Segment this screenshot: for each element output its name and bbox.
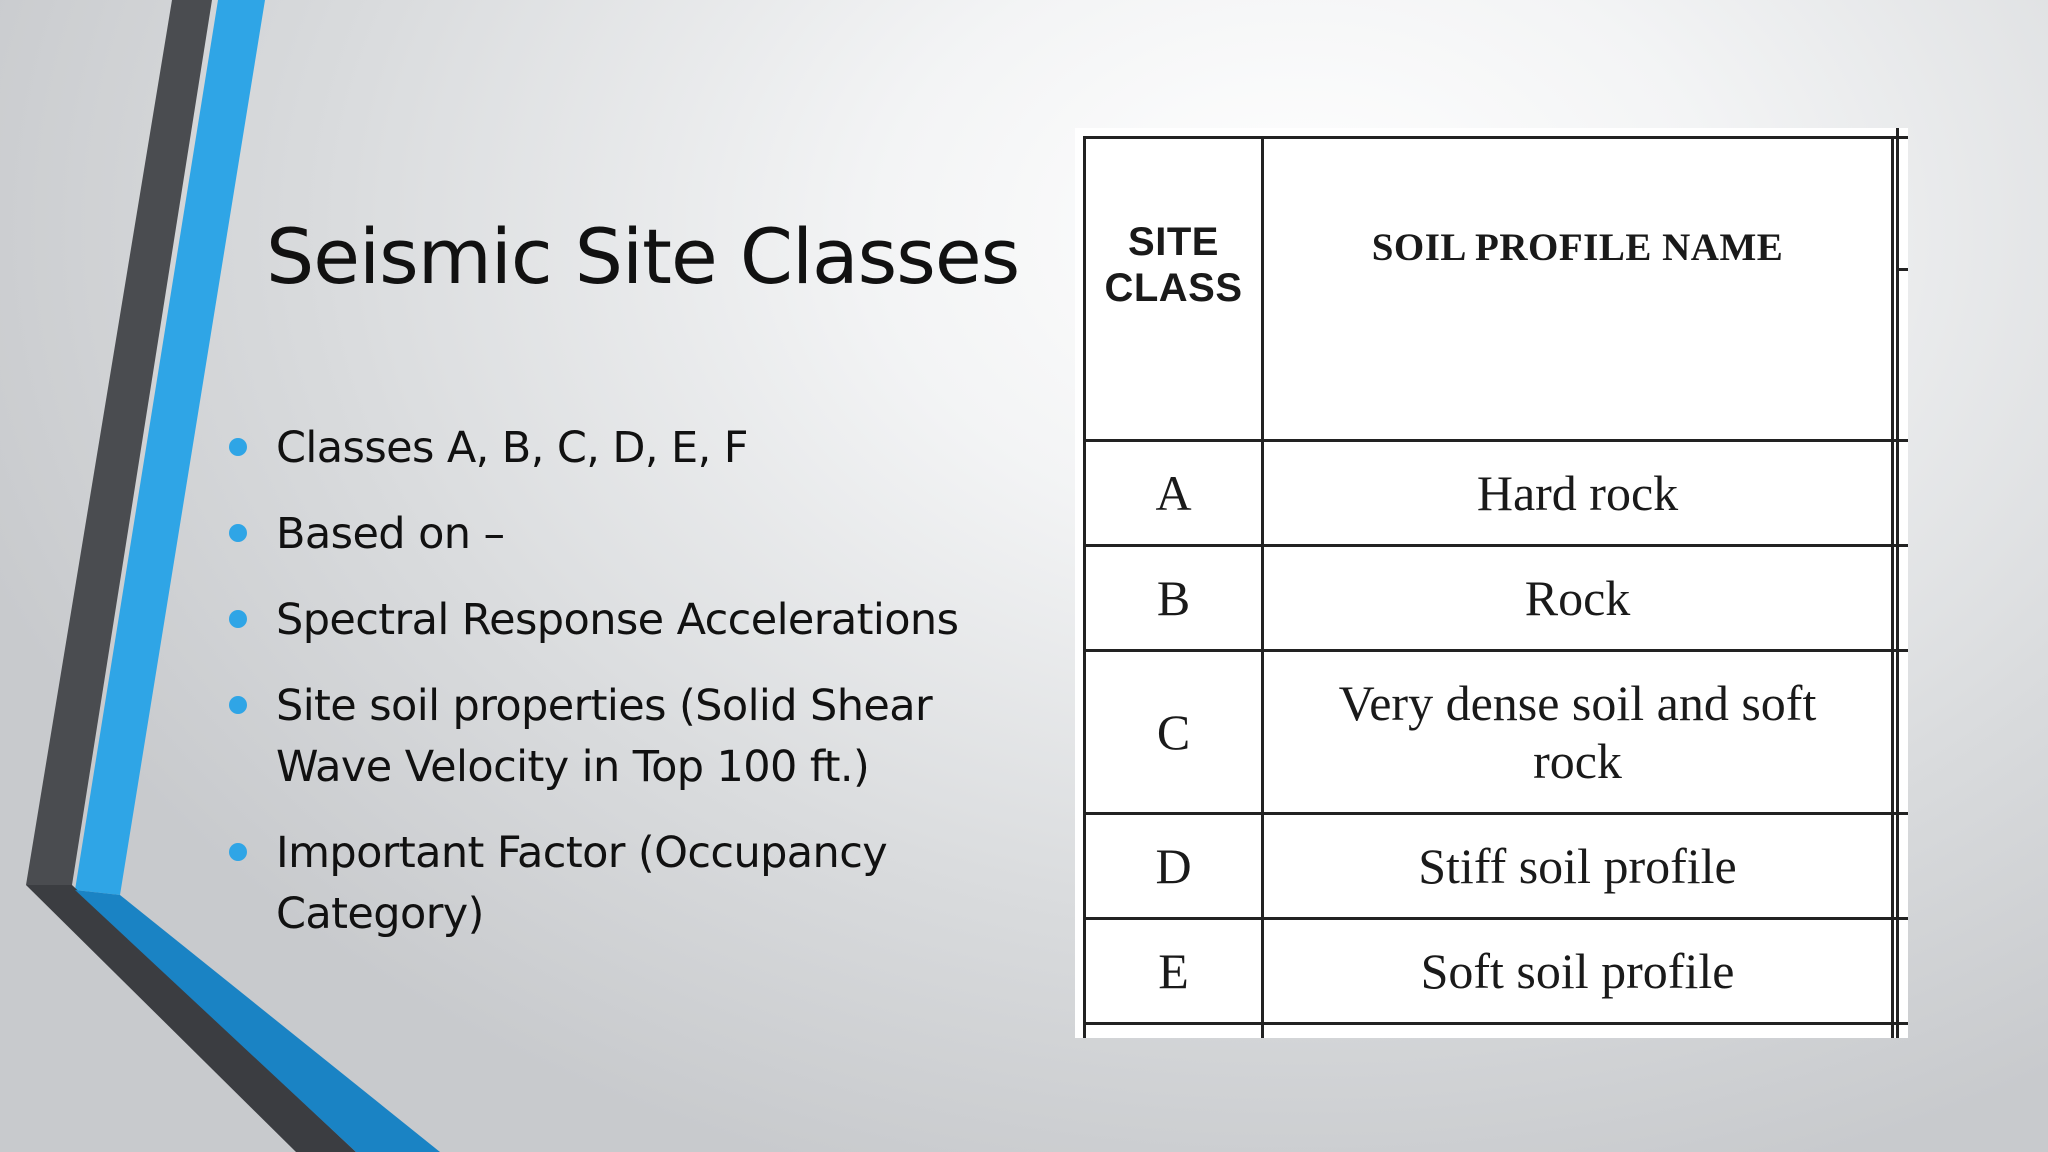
bullet-item: [276, 504, 1036, 565]
bullet-dot-icon: [229, 610, 247, 628]
bullet-text: Important Factor (Occupancy Category): [276, 828, 888, 939]
bullet-item: [276, 823, 1036, 945]
bullet-item: [276, 676, 1036, 798]
bullet-dot-icon: [229, 843, 247, 861]
bullet-text: Spectral Response Accelerations: [276, 595, 959, 645]
cell-cut-off: [1893, 441, 1909, 546]
bullet-item: [276, 590, 1036, 651]
header-site-class-line2: CLASS: [1104, 266, 1243, 310]
bullet-text: Based on –: [276, 509, 505, 559]
cell-cut-off: [1893, 919, 1909, 1024]
bullet-item: [276, 418, 1036, 479]
cell-cut-off: [1893, 1024, 1909, 1039]
table-row: [1085, 441, 1909, 546]
cell-soil-profile-name: Stiff soil profile: [1263, 814, 1893, 919]
table-row: [1085, 919, 1909, 1024]
bullet-dot-icon: [229, 438, 247, 456]
site-class-table-image: [1075, 128, 1908, 1038]
cell-cut-off: [1893, 546, 1909, 651]
header-cut-off-column: [1893, 138, 1909, 441]
table-row: [1085, 814, 1909, 919]
cell-site-class: C: [1085, 651, 1263, 814]
table-row: [1085, 546, 1909, 651]
site-class-table: [1083, 136, 1908, 1038]
bullet-list: [276, 418, 1036, 970]
cell-soil-profile-name: Hard rock: [1263, 441, 1893, 546]
cell-soil-profile-name-line1: Very dense soil and soft: [1338, 675, 1817, 731]
header-soil-profile-name: SOIL PROFILE NAME: [1263, 138, 1893, 441]
table-right-border: [1896, 128, 1899, 1038]
cell-site-class: D: [1085, 814, 1263, 919]
header-site-class-line1: SITE: [1128, 220, 1219, 264]
table-right-tick: [1897, 268, 1908, 271]
slide-title: Seismic Site Classes: [266, 212, 1020, 301]
cell-site-class: E: [1085, 919, 1263, 1024]
cell-site-class: B: [1085, 546, 1263, 651]
cell-cut-off: [1893, 814, 1909, 919]
table-row: [1085, 651, 1909, 814]
bullet-text: Classes A, B, C, D, E, F: [276, 423, 748, 473]
cell-soil-profile-name: Rock: [1263, 546, 1893, 651]
bullet-dot-icon: [229, 524, 247, 542]
bullet-dot-icon: [229, 696, 247, 714]
cell-site-class: A: [1085, 441, 1263, 546]
cell-soil-profile-name: [1263, 1024, 1893, 1039]
bullet-text: Site soil properties (Solid Shear Wave Velocity in Top 100 ft.): [276, 681, 933, 792]
cell-site-class: [1085, 1024, 1263, 1039]
cell-soil-profile-name: [1263, 651, 1893, 814]
table-header-row: [1085, 138, 1909, 441]
table-row-cut-off: [1085, 1024, 1909, 1039]
cell-soil-profile-name: Soft soil profile: [1263, 919, 1893, 1024]
cell-cut-off: [1893, 651, 1909, 814]
header-site-class: [1085, 138, 1263, 441]
cell-soil-profile-name-line2: rock: [1533, 733, 1622, 789]
